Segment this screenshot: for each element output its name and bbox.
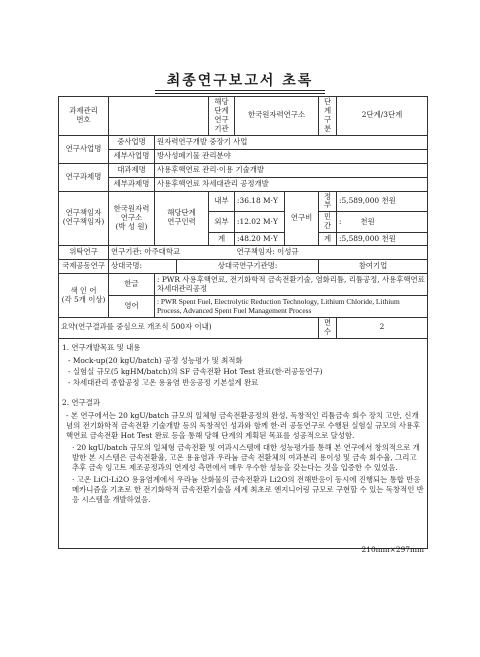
private-label: 민간 [319,212,337,233]
detail-label: 세부사업명 [109,149,155,163]
sub-task-label: 세부과제명 [109,177,155,191]
gov-label: 정부 [319,191,337,212]
summary-body [59,338,428,548]
section-2-subitem: · 20 kgU/batch 규모의 일체형 금속전환 및 여과시스템에 대한 성능평가를 통해 본 연구에서 창의적으로 개발한 본 시스템은 금속전환율, 고온 용융염과 우라늄 금속 전환체의 여과분리 용이성 및 금속 회수율, 그리고 추후 금속 잉고트 제조공정과의 연계성 측면에서 매우 우수한 성능을 갖는다는 것을 입증한 수 있었음. [72,442,420,472]
manager-value: 한국원자력 연구소 (박 성 원) [109,191,155,246]
intl-org: 상대국연구기관명: [177,260,319,274]
stage-value: 2단계/3단계 [337,97,428,136]
consign-org: 연구기관: 아주대학교 [109,246,235,260]
org-label: 해당단계 연구기관 [209,97,235,136]
internal-label: 내부 [209,191,235,212]
consign-mgr: 연구책임자: 이성규 [235,246,428,260]
section-2-heading: 2. 연구결과 [62,397,100,407]
manager-label: 연구책임자 (연구책임자) [59,191,109,246]
pages-label: 면수 [319,318,337,339]
participant-label: 참여기업 [319,260,428,274]
total-label: 계 [209,233,235,246]
abstract-table [58,96,428,549]
mid-label: 중사업명 [109,135,155,149]
kor-label: 한글 [109,274,155,296]
title-underline [155,90,325,94]
mid-value: 원자력연구개발 중장기 사업 [155,135,428,149]
section-1-item: - 실험실 규모(5 kgHM/batch)의 SF 금속전환 Hot Test 완료(한·러공동연구) [68,366,323,376]
mgmt-no-label: 과제관리 번호 [59,97,109,136]
project-label: 연구사업명 [59,135,109,163]
big-task-label: 대과제명 [109,163,155,177]
section-1-item: - 차세대관리 종합공정 고온 용융염 반응공정 기본설계 완료 [68,377,259,387]
internal-value: :36.18 M·Y [235,191,285,212]
total-value: :48.20 M·Y [235,233,285,246]
external-label: 외부 [209,212,235,233]
task-label: 연구과제명 [59,163,109,191]
private-value: : 천원 [337,212,428,233]
mgmt-no-value [109,97,209,136]
pages-value: 2 [337,318,428,339]
gov-value: :5,589,000 천원 [337,191,428,212]
intl-label: 국제공동연구 [59,260,109,274]
staff-label: 해당단계 연구인력 [155,191,209,246]
fund-total-label: 계 [319,233,337,246]
intl-country: 상대국명: [109,260,177,274]
stage-label: 단계구분 [319,97,337,136]
external-value: :12.02 M·Y [235,212,285,233]
fund-label: 연구비 [285,191,319,246]
keywords-label: 색 인 어 (각 5개 이상) [59,274,109,318]
section-1-item: - Mock-up(20 kgU/batch) 공정 성능평가 및 최적화 [68,355,243,365]
detail-value: 방사성폐기물 관리분야 [155,149,428,163]
section-1-heading: 1. 연구개발목표 및 내용 [62,342,141,352]
section-2-paragraph: - 본 연구에서는 20 kgU/batch 규모의 일체형 금속전환공정의 완성, 독창적인 리튬금속 회수 장치 고안, 신개념의 전기화학적 금속전환 기술개발 등의 독창적인 성과와 함께 한·러 공동연구로 수행된 실험실 규모의 사용후핵연료 금속전환 Hot Test 완료 등을 통해 당해 단계의 계획된 목표를 성공적으로 달성함. [66,410,421,440]
section-2-subitem: · 고온 LiCl-Li2O 용융염계에서 우라늄 산화물의 금속전환과 Li2O의 전해반응이 동시에 진행되는 통합 반응메카니즘을 기초로 한 전기화학적 금속전환기술을 세계 최초로 엔지니어링 규모로 구현할 수 있는 독창적인 반응 시스템을 개발하였음. [72,474,424,504]
kor-value: : PWR 사용후핵연료, 전기화학적 금속전환기술, 염화리튬, 리튬공정, 사용후핵연료 차세대관리공정 [155,274,428,296]
document-title: 최종연구보고서 초록 [166,73,314,89]
page-size-note: 210mm×297mm [361,545,424,554]
consign-label: 위탁연구 [59,246,109,260]
org-value: 한국원자력연구소 [235,97,319,136]
eng-value: : PWR Spent Fuel, Electrolytic Reduction Technology, Lithium Chloride, Lithium Process, Advanced Spent Fuel Management Process [155,296,428,318]
eng-label: 영어 [109,296,155,318]
sub-task-value: 사용후핵연료 차세대관리 공정개발 [155,177,428,191]
big-task-value: 사용후핵연료 관리·이용 기술개발 [155,163,428,177]
summary-label: 요약(연구결과를 중심으로 개조식 500자 이내) [59,318,319,339]
fund-total-value: :5,589,000 천원 [337,233,428,246]
